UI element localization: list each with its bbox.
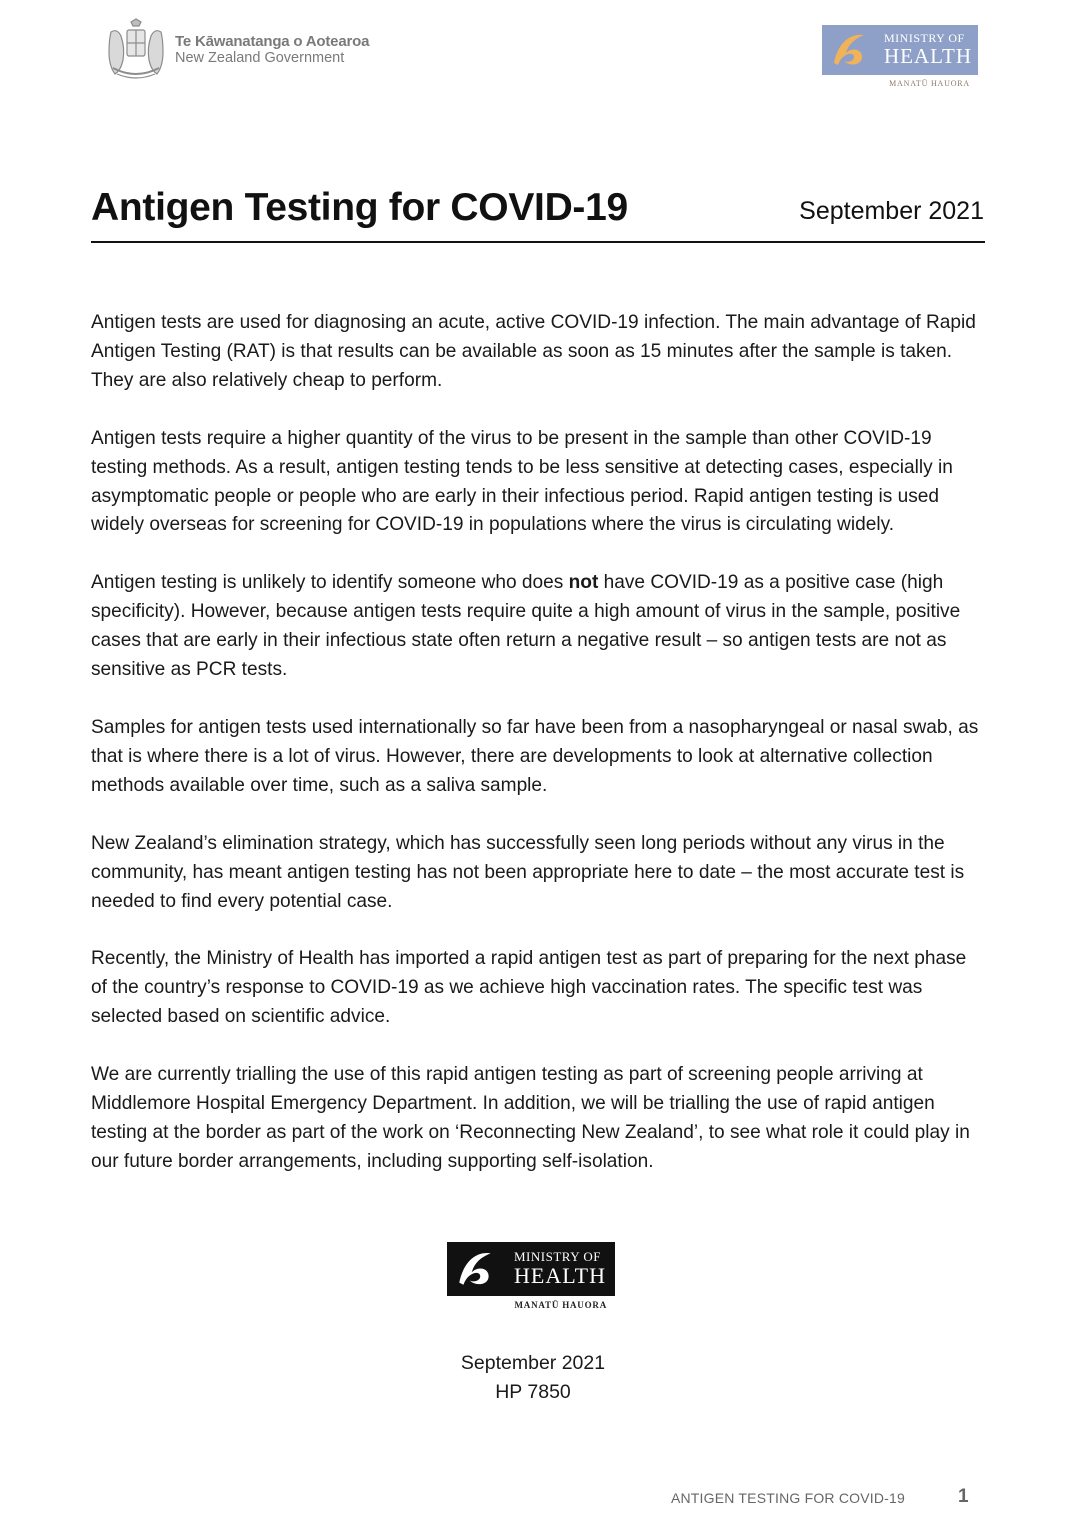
paragraph: Samples for antigen tests used internationally so far have been from a nasopharyngeal or nasal swab, as that is where there is a lot of virus. However, there are developments to look at alternative collection methods available over time, such as a saliva sample.: [91, 716, 979, 796]
paragraph: New Zealand’s elimination strategy, which has successfully seen long periods without any virus in the community, has meant antigen testing has not been appropriate here to date – the most accurate test is needed to find every potential case.: [91, 832, 965, 912]
paragraph-text: Antigen testing is unlikely to identify someone who does: [91, 572, 569, 594]
moh-footer-logo-subtitle: MANATŪ HAUORA: [514, 1300, 607, 1310]
ministry-of-health-logo-footer: [447, 1242, 615, 1310]
paragraph: Antigen tests are used for diagnosing an acute, active COVID-19 infection. The main advantage of Rapid Antigen Testing (RAT) is that results can be available as soon as 15 minutes after the sample is taken. They are also relatively cheap to perform.: [91, 312, 976, 391]
nz-government-logo: [103, 18, 369, 82]
paragraph: We are currently trialling the use of this rapid antigen testing as part of screening people arriving at Middlemore Hospital Emergency Department. In addition, we will be trialling the use of rapid antigen testing at the border as part of the work on ‘Reconnecting New Zealand’, to see what role it could play in our future border arrangements, including supporting self-isolation.: [91, 1064, 970, 1172]
footer-date: September 2021: [460, 1352, 606, 1374]
moh-footer-logo-line2: HEALTH: [514, 1263, 606, 1288]
gov-name-maori: Te Kāwanatanga o Aotearoa: [175, 33, 370, 51]
moh-logo-line2: HEALTH: [884, 44, 973, 68]
document-title: Antigen Testing for COVID-19: [91, 186, 628, 229]
gov-name-english: New Zealand Government: [175, 50, 345, 67]
paragraph: Antigen tests require a higher quantity of the virus to be present in the sample than other COVID-19 testing methods. As a result, antigen testing tends to be less sensitive at detecting cases, especially in asymptomatic people or people who are early in their infectious period. Rapid antigen testing is used widely overseas for screening for COVID-19 in populations where the virus is circulating widely.: [91, 427, 953, 536]
moh-koru-icon: [828, 29, 870, 71]
coat-of-arms-icon: [103, 18, 169, 82]
paragraph-text: have COVID-19 as a positive case (high specificity). However, because antigen tests require quite a high amount of virus in the sample, positive cases that are early in their infectious state often return a negative result – so antigen tests are not as sensitive as PCR tests.: [91, 572, 961, 681]
moh-logo-line1: MINISTRY OF: [884, 31, 965, 45]
moh-footer-logo-line1: MINISTRY OF: [514, 1249, 602, 1264]
moh-logo-subtitle: MANATŪ HAUORA: [889, 79, 970, 88]
title-divider: [91, 241, 985, 243]
paragraph: Recently, the Ministry of Health has imported a rapid antigen test as part of preparing for the next phase of the country’s response to COVID-19 as we achieve high vaccination rates. The specific test was selected based on scientific advice.: [91, 948, 967, 1028]
running-footer-title: ANTIGEN TESTING FOR COVID-19: [670, 1490, 905, 1506]
page-number: 1: [958, 1486, 969, 1507]
document-body: [91, 309, 985, 1206]
moh-koru-icon: [453, 1247, 497, 1291]
document-date: September 2021: [799, 197, 984, 225]
ministry-of-health-logo: [822, 25, 978, 88]
paragraph: [91, 569, 985, 685]
emphasis-text: not: [568, 572, 599, 594]
publication-code: HP 7850: [495, 1381, 571, 1403]
